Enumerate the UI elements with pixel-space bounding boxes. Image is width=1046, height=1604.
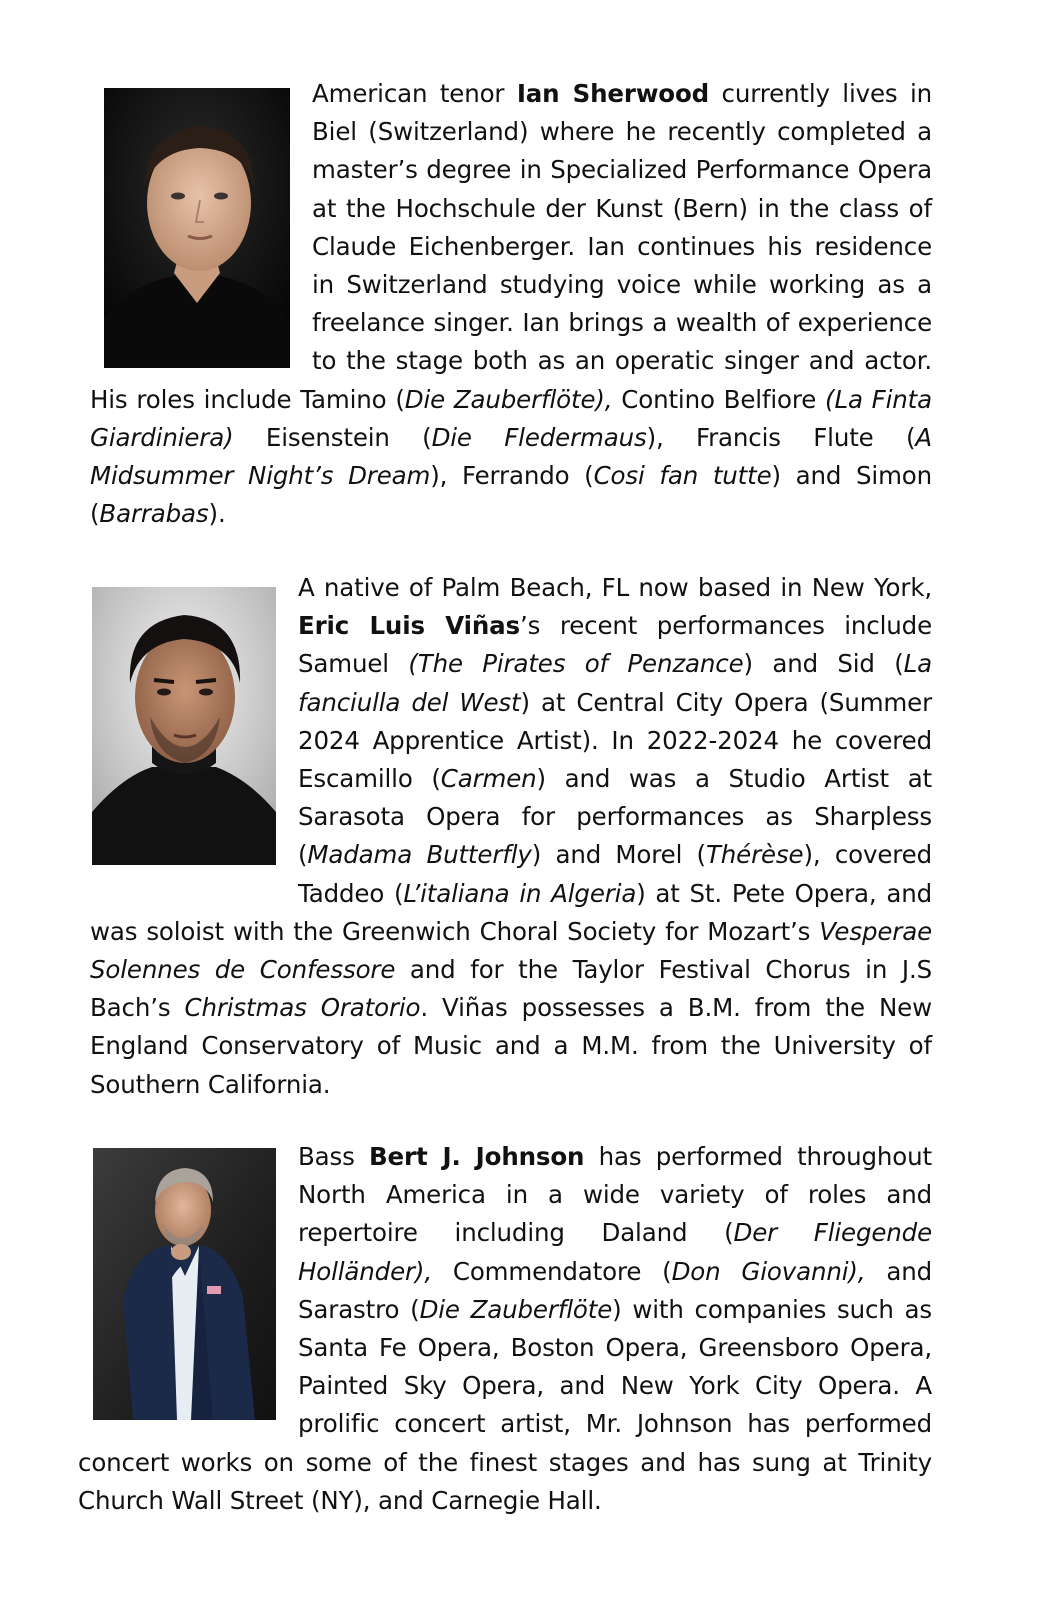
headshot-eric-luis-vinas <box>92 587 276 865</box>
headshot-ian-sherwood <box>104 88 290 368</box>
performer-name: Bert J. Johnson <box>369 1142 585 1171</box>
text-run: ) and Morel ( <box>531 840 706 870</box>
text-run: Commendatore ( <box>431 1256 672 1286</box>
bio-bert-j-johnson <box>78 1138 932 1520</box>
work-title: Christmas Oratorio <box>184 993 421 1023</box>
text-run: Bass <box>298 1142 370 1171</box>
work-title: Vesperae Solennes de Confessore <box>90 916 932 985</box>
text-run: and for the Taylor Festival Chorus in J.S Bach’s <box>90 955 932 1023</box>
text-run: American tenor <box>312 79 517 108</box>
work-title: (La Finta Giardiniera) <box>90 384 932 452</box>
work-title: Thérèse <box>705 840 804 870</box>
work-title: La fanciulla del West <box>298 649 933 717</box>
text-run: Eisenstein ( <box>233 422 432 452</box>
work-title: Die Zauberflöte), <box>404 384 613 414</box>
text-run: A native of Palm Beach, FL now based in New York, <box>298 573 932 602</box>
work-title: Madama Butterfly <box>307 840 532 870</box>
text-run: ) at St. Pete Opera, and was soloist with the Greenwich Choral Society for Mozart’s <box>90 878 932 946</box>
text-run: ), covered Taddeo ( <box>298 840 932 908</box>
text-run: ). <box>208 499 226 529</box>
work-title: Die Fledermaus <box>431 422 647 452</box>
work-title: Carmen <box>440 764 537 794</box>
text-run: ’s recent performances include Samuel <box>298 611 932 679</box>
text-run: . Viñas possesses a B.M. from the New England Conservatory of Music and a M.M. from the University of Southern California. <box>90 993 932 1099</box>
performer-name: Eric Luis Viñas <box>298 611 520 641</box>
work-title: A Midsummer Night’s Dream <box>90 422 932 491</box>
text-run: currently lives in Biel (Switzerland) where he recently completed a master’s degree in Specialized Performance Opera at the Hochschule der Kunst (Bern) in the class of Claude Eichenberger. Ian continues his residence in Switzerland studying voice while working as a freelance singer. Ian brings a wealth of experience to the stage both as an operatic singer and actor. His roles include Tamino ( <box>90 79 932 414</box>
text-run: ) and Simon ( <box>90 461 933 529</box>
text-run: ) at Central City Opera (Summer 2024 Apprentice Artist). In 2022-2024 he covered Escamillo ( <box>298 687 932 794</box>
text-run: ), Francis Flute ( <box>646 422 916 452</box>
text-run: Contino Belfiore <box>612 384 826 414</box>
work-title: Cosi fan tutte <box>593 461 772 491</box>
text-run: ) and was a Studio Artist at Sarasota Opera for performances as Sharpless ( <box>298 764 933 870</box>
text-run: ) and Sid ( <box>743 649 904 679</box>
work-title: Barrabas <box>99 499 209 529</box>
work-title: (The Pirates of Penzance <box>408 649 744 679</box>
performer-name: Ian Sherwood <box>516 79 710 108</box>
work-title: Don Giovanni), <box>671 1256 866 1286</box>
bio-eric-luis-vinas <box>90 569 932 1104</box>
headshot-bert-j-johnson <box>93 1148 276 1420</box>
work-title: L’italiana in Algeria <box>403 878 637 908</box>
text-run: and Sarastro ( <box>298 1256 932 1324</box>
text-run: ) with companies such as Santa Fe Opera, Boston Opera, Greensboro Opera, Painted Sky Opera, and New York City Opera. A prolific concert artist, Mr. Johnson has performed concert works on some of the finest stages and has sung at Trinity Church Wall Street (NY), and Carnegie Hall. <box>78 1294 932 1515</box>
work-title: Der Fliegende Holländer), <box>298 1218 932 1286</box>
text-run: has performed throughout North America in a wide variety of roles and repertoire including Daland ( <box>298 1142 932 1248</box>
bio-ian-sherwood <box>90 75 932 533</box>
work-title: Die Zauberflöte <box>419 1294 613 1324</box>
text-run: ), Ferrando ( <box>430 461 594 491</box>
